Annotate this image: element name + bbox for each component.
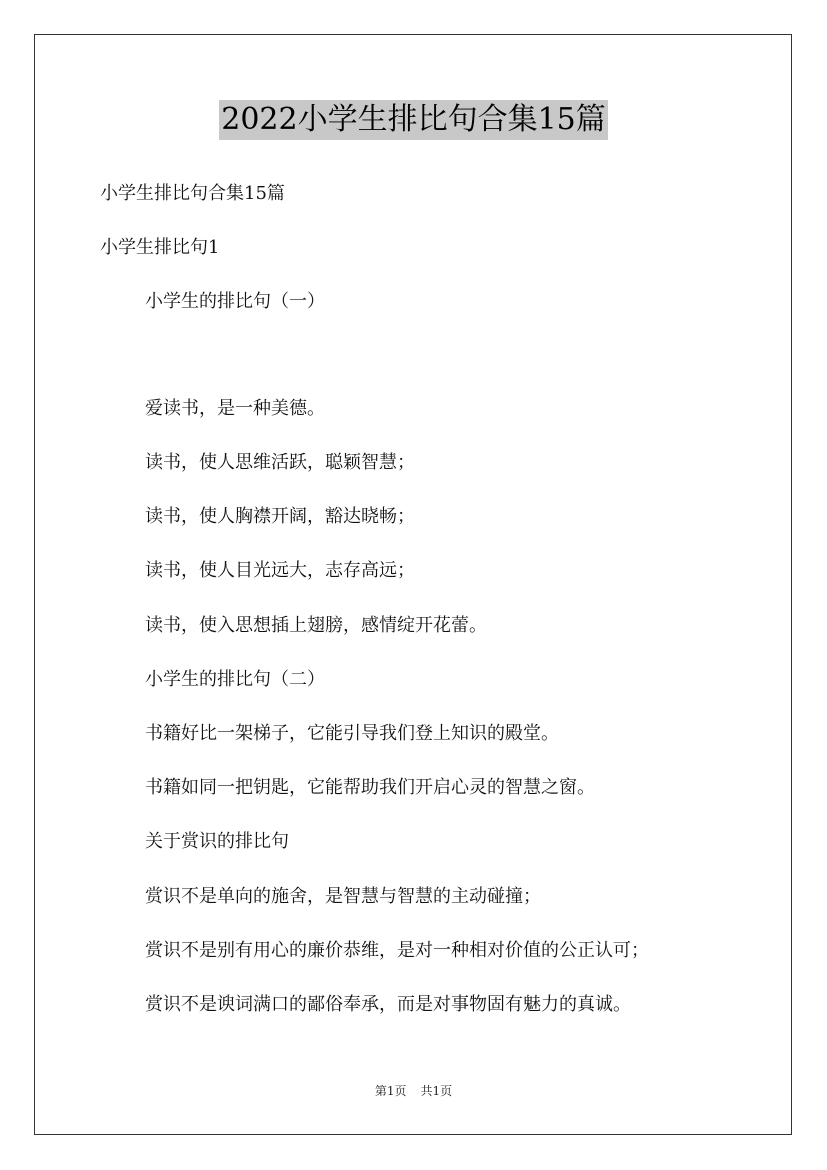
subsection-heading: 关于赏识的排比句 xyxy=(145,831,289,852)
paragraph-line: 书籍好比一架梯子，它能引导我们登上知识的殿堂。 xyxy=(145,723,559,744)
page-footer xyxy=(0,1083,827,1099)
paragraph-line: 读书，使人思维活跃，聪颖智慧； xyxy=(145,452,415,473)
document-title: 2022小学生排比句合集15篇 xyxy=(219,100,608,140)
paragraph-line: 赏识不是谀词满口的鄙俗奉承，而是对事物固有魅力的真诚。 xyxy=(145,994,631,1015)
subsection-heading: 小学生的排比句（一） xyxy=(145,291,325,312)
page-number: 第1页 xyxy=(374,1084,407,1098)
subsection-heading: 小学生的排比句（二） xyxy=(145,669,325,690)
section-heading: 小学生排比句1 xyxy=(100,237,220,258)
paragraph-line: 赏识不是单向的施舍，是智慧与智慧的主动碰撞； xyxy=(145,886,541,907)
paragraph-line: 爱读书，是一种美德。 xyxy=(145,398,325,419)
paragraph-line: 读书，使人胸襟开阔，豁达晓畅； xyxy=(145,506,415,527)
paragraph-line: 赏识不是别有用心的廉价恭维，是对一种相对价值的公正认可； xyxy=(145,940,649,961)
paragraph-line: 读书，使人目光远大，志存高远； xyxy=(145,560,415,581)
page-total: 共1页 xyxy=(420,1084,453,1098)
paragraph-line: 书籍如同一把钥匙，它能帮助我们开启心灵的智慧之窗。 xyxy=(145,777,595,798)
document-title-wrap xyxy=(0,100,827,140)
intro-line: 小学生排比句合集15篇 xyxy=(100,183,285,204)
paragraph-line: 读书，使入思想插上翅膀，感情绽开花蕾。 xyxy=(145,615,487,636)
